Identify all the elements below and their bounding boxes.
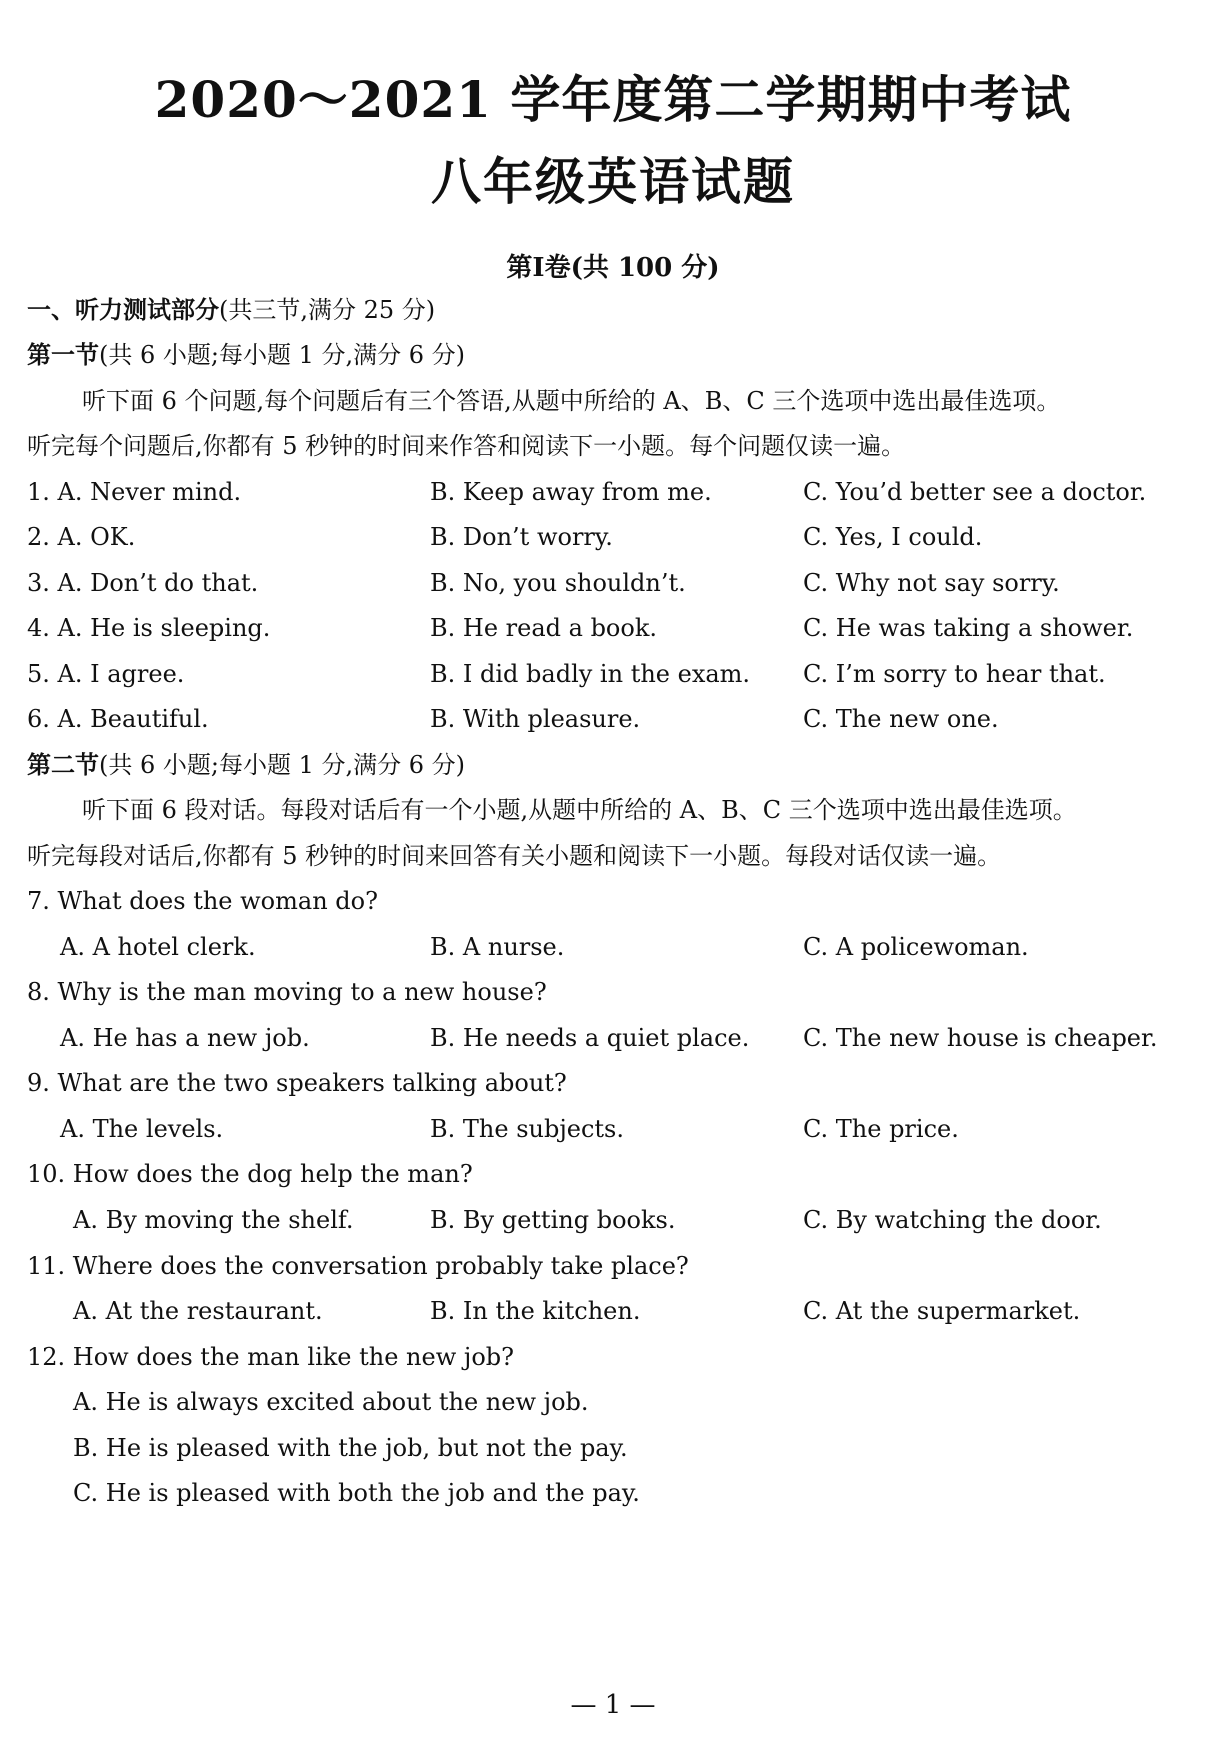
- q5-option-c: C. I’m sorry to hear that.: [803, 660, 1106, 688]
- q4-option-a: 4. A. He is sleeping.: [27, 614, 271, 642]
- q9-option-b: B. The subjects.: [430, 1115, 625, 1143]
- section1-title: 第一节: [27, 340, 99, 369]
- q3-option-b: B. No, you shouldn’t.: [430, 569, 686, 597]
- q3-option-c: C. Why not say sorry.: [803, 569, 1060, 597]
- q8-option-a: A. He has a new job.: [60, 1024, 310, 1052]
- exam-title: 2020～2021 学年度第二学期期中考试: [154, 70, 1072, 129]
- q11-option-b: B. In the kitchen.: [430, 1297, 641, 1325]
- q7-option-a: A. A hotel clerk.: [60, 933, 256, 961]
- section1-note: (共 6 小题;每小题 1 分,满分 6 分): [99, 341, 466, 369]
- part1-heading: [27, 293, 435, 327]
- section1-instruction-line2: 听完每个问题后,你都有 5 秒钟的时间来作答和阅读下一小题。每个问题仅读一遍。: [27, 432, 906, 460]
- q9-option-a: A. The levels.: [60, 1115, 224, 1143]
- q2-option-b: B. Don’t worry.: [430, 523, 613, 551]
- q8-option-c: C. The new house is cheaper.: [803, 1024, 1158, 1052]
- q8-stem: 8. Why is the man moving to a new house?: [27, 978, 547, 1006]
- part1-note: (共三节,满分 25 分): [219, 296, 436, 324]
- section2-title: 第二节: [27, 750, 99, 779]
- section2-instruction-line2: 听完每段对话后,你都有 5 秒钟的时间来回答有关小题和阅读下一小题。每段对话仅读一遍。: [27, 842, 1002, 870]
- q10-option-c: C. By watching the door.: [803, 1206, 1102, 1234]
- q3-option-a: 3. A. Don’t do that.: [27, 569, 259, 597]
- q12-stem: 12. How does the man like the new job?: [27, 1343, 515, 1371]
- section1-instruction-line1: 听下面 6 个问题,每个问题后有三个答语,从题中所给的 A、B、C 三个选项中选出最佳选项。: [82, 387, 1061, 415]
- q4-option-c: C. He was taking a shower.: [803, 614, 1134, 642]
- exam-subtitle: 八年级英语试题: [431, 152, 795, 211]
- q2-option-c: C. Yes, I could.: [803, 523, 983, 551]
- q5-option-b: B. I did badly in the exam.: [430, 660, 751, 688]
- q11-stem: 11. Where does the conversation probably take place?: [27, 1252, 689, 1280]
- q7-option-c: C. A policewoman.: [803, 933, 1029, 961]
- q2-option-a: 2. A. OK.: [27, 523, 136, 551]
- q8-option-b: B. He needs a quiet place.: [430, 1024, 750, 1052]
- page-number: — 1 —: [570, 1690, 656, 1720]
- q10-option-a: A. By moving the shelf.: [73, 1206, 354, 1234]
- q11-option-a: A. At the restaurant.: [73, 1297, 323, 1325]
- q12-option-c: C. He is pleased with both the job and the pay.: [73, 1479, 640, 1507]
- section1-heading: [27, 338, 465, 372]
- q6-option-c: C. The new one.: [803, 705, 999, 733]
- q1-option-a: 1. A. Never mind.: [27, 478, 242, 506]
- section2-note: (共 6 小题;每小题 1 分,满分 6 分): [99, 751, 466, 779]
- q5-option-a: 5. A. I agree.: [27, 660, 185, 688]
- q6-option-a: 6. A. Beautiful.: [27, 705, 209, 733]
- q12-option-a: A. He is always excited about the new job.: [73, 1388, 589, 1416]
- q7-stem: 7. What does the woman do?: [27, 887, 378, 915]
- q7-option-b: B. A nurse.: [430, 933, 565, 961]
- q4-option-b: B. He read a book.: [430, 614, 658, 642]
- part1-title: 一、听力测试部分: [27, 295, 219, 324]
- q1-option-b: B. Keep away from me.: [430, 478, 712, 506]
- q12-option-b: B. He is pleased with the job, but not the pay.: [73, 1434, 628, 1462]
- q10-option-b: B. By getting books.: [430, 1206, 676, 1234]
- q9-option-c: C. The price.: [803, 1115, 959, 1143]
- volume-heading: 第Ⅰ卷(共 100 分): [506, 253, 720, 283]
- section2-instruction-line1: 听下面 6 段对话。每段对话后有一个小题,从题中所给的 A、B、C 三个选项中选出最佳选项。: [82, 796, 1077, 824]
- q9-stem: 9. What are the two speakers talking about?: [27, 1069, 567, 1097]
- section2-heading: [27, 748, 465, 782]
- q11-option-c: C. At the supermarket.: [803, 1297, 1081, 1325]
- q6-option-b: B. With pleasure.: [430, 705, 641, 733]
- q1-option-c: C. You’d better see a doctor.: [803, 478, 1147, 506]
- q10-stem: 10. How does the dog help the man?: [27, 1160, 473, 1188]
